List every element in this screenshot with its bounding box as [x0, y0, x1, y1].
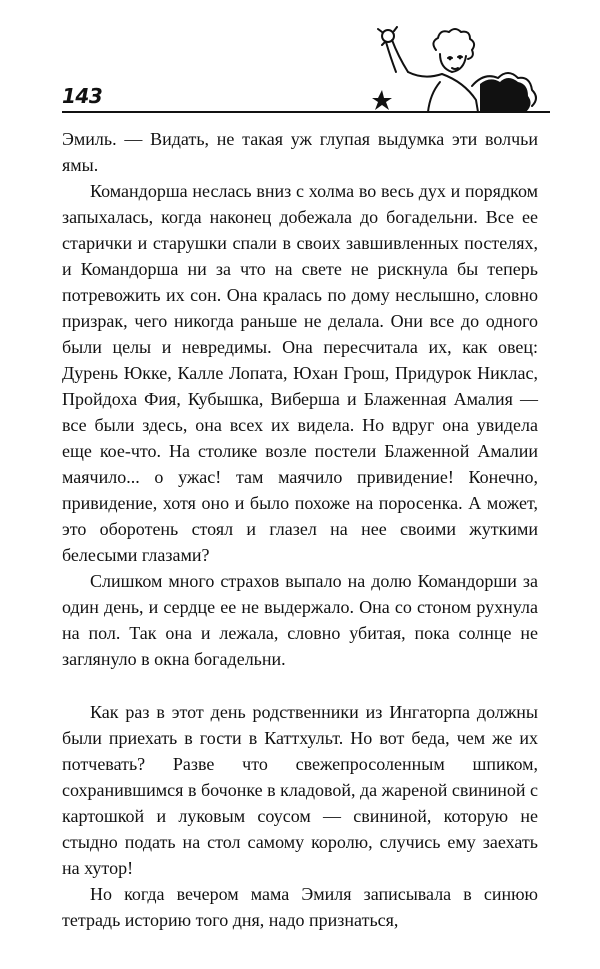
page-number: 143 [62, 84, 103, 108]
paragraph: Но когда вечером мама Эмиля записывала в синюю тетрадь историю того дня, надо признаться, [62, 884, 538, 930]
boy-running-with-wreath-icon [368, 26, 543, 114]
header-rule [62, 111, 550, 113]
paragraph: Слишком много страхов выпало на долю Командорши за один день, и сердце ее не выдержало. Она со стоном рухнула на пол. Так она и лежала, словно убитая, пока солнце не заглянуло в окна богадельни. [62, 571, 538, 669]
paragraph: Эмиль. — Видать, не такая уж глупая выдумка эти волчьи ямы. [62, 129, 538, 175]
paragraph: Командорша неслась вниз с холма во весь дух и порядком запыхалась, когда наконец добежала до богадельни. Все ее старички и старушки спали в своих завшивленных постелях, и Командорша ни за что на свете не рискнула бы теперь потревожить их сон. Она кралась по дому неслышно, словно призрак, чего никогда раньше не делала. Они все до одного были целы и невредимы. Она пересчитала их, как овец: Дурень Юкке, Калле Лопата, Юхан Грош, Придурок Никлас, Пройдоха Фия, Кубышка, Виберша и Блаженная Амалия — все были здесь, она всех их видела. Но вдруг она увидела еще кое-что. На столике возле постели Блаженной Амалии маячило... о ужас! там маячило привидение! Конечно, привидение, хотя оно и было похоже на поросенка. А может, это оборотень стоял и глазел на нее своими жуткими белесыми глазами? [62, 181, 538, 565]
paragraph: Как раз в этот день родственники из Ингаторпа должны были приехать в гости в Каттхульт. Но вот беда, чем же их потчевать? Разве что свежепросоленным шпиком, сохранившимся в бочонке в кладовой, да жареной свининой с картошкой и луковым соусом — свининой, которую не стыдно подать на стол самому королю, случись ему заехать на хутор! [62, 702, 538, 878]
body-text [62, 126, 538, 933]
